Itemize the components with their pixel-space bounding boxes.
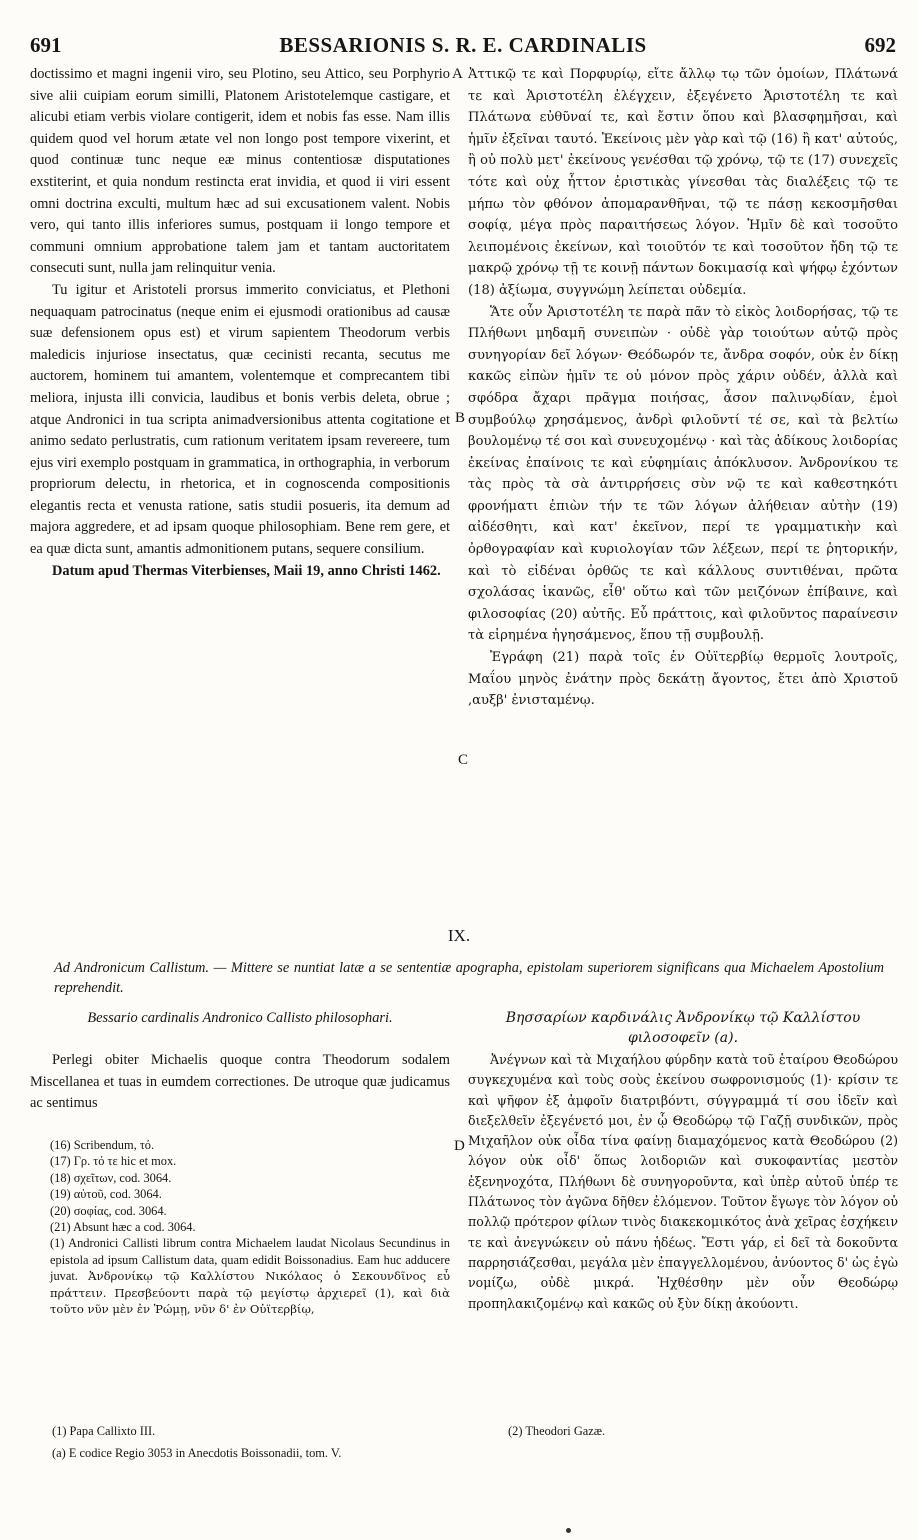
margin-marker-a: A xyxy=(452,66,463,82)
subnote-right: (2) Theodori Gazæ. xyxy=(508,1424,606,1438)
footnote: (16) Scribendum, τό. xyxy=(50,1138,155,1152)
footnote: (17) Γρ. τό τε hic et mox. xyxy=(50,1154,177,1169)
page-number-right: 692 xyxy=(864,33,896,57)
running-title: BESSARIONIS S. R. E. CARDINALIS xyxy=(279,33,647,57)
latin-address: Bessario cardinalis Andronico Callisto philosophari. xyxy=(87,1010,393,1026)
latin-dateline: Datum apud Thermas Viterbienses, Maii 19, anno Christi 1462. xyxy=(52,562,441,579)
source-note: (a) E codice Regio 3053 in Anecdotis Boissonadii, tom. V. xyxy=(52,1446,342,1460)
greek-column-letter-viii xyxy=(468,64,898,712)
page-number-left: 691 xyxy=(30,33,62,57)
footnote: (20) σοφίας, cod. 3064. xyxy=(50,1203,167,1218)
letter-summary: Ad Andronicum Callistum. — Mittere se nuntiat latæ a se sententiæ apographa, epistolam superiorem significans qua Michaelem Apostolium reprehendit. xyxy=(54,960,884,996)
greek-dateline: Ἐγράφη (21) παρὰ τοῖς ἐν Οὐϊτερβίῳ θερμοῖς λουτροῖς, Μαΐου μηνὸς ἐνάτην πρὸς δεκάτῃ ἄγοντος, ἔτει ἀπὸ Χριστοῦ ,αυξβ' ἐνισταμένῳ. xyxy=(468,650,898,709)
greek-paragraph: Ἀττικῷ τε καὶ Πορφυρίῳ, εἴτε ἄλλῳ τῳ τῶν ὁμοίων, Πλάτωνά τε καὶ Ἀριστοτέλη ἐλέγχειν, ἐξεγένετο Ἀριστοτέλη τε καὶ Πλάτωνα εὐθῦναί τε, καὶ ἔστιν ὅπου καὶ βλασφημῆσαι, καὶ ἡμῖν ἐξεῖναι ταυτό. Ἐκείνοις μὲν γὰρ καὶ τῷ (16) ἢ κατ' αὐτούς, ἢ οὐ πολὺ μετ' ἐκείνους γενέσθαι τῷ χρόνῳ, τῷ τε (17) συνεχεῖς τότε καὶ οὐχ ἧττον ἐριστικὰς γίνεσθαι τὰς διαλέξεις τῷ τε μήπω τὸν φθόνον ἀπομαρανθῆναι, τῷ τε πάσῃ κεκοσμῆσθαι σοφίᾳ, μέγα πρὸς παραιτήσεως λόγον. Ἡμῖν δὲ καὶ τοσοῦτο λειπομένοις ἐκείνων, καὶ τοιοῦτόν τε καὶ τοσοῦτον ἤδη τῷ τε μακρῷ χρόνῳ τῇ τε κοινῇ πάντων δοκιμασίᾳ καὶ ψήφῳ ἐχόντων (18) ἀξίωμα, συγγνώμη λείπεται οὐδεμία. xyxy=(468,67,898,298)
greek-column-letter-ix xyxy=(468,1050,898,1314)
footnote-latin-text: (1) Andronici Callisti librum contra Michaelem laudat Nicolaus Secundinus in epistola ad ipsum Callistum data, quam edidit Boissonadius. Eam huc adducere juvat. xyxy=(50,1236,450,1284)
footnote-greek-text: Ἀνδρονίκῳ τῷ Καλλίστου Νικόλαος ὁ Σεκουνδῖνος εὖ πράττειν. Πρεσβεύοντι παρὰ τῷ μεγίστῳ ἀρχιερεῖ (1), καὶ διὰ τοῦτο νῦν μὲν ἐν Ῥώμῃ, νῦν δ' ἐν Οὐϊτερβίῳ, xyxy=(50,1269,450,1317)
margin-marker-d: D xyxy=(454,1138,465,1154)
latin-paragraph: Perlegi obiter Michaelis quoque contra Theodorum sodalem Miscellanea et tuas in eumdem correctiones. De utroque quæ judicamus ac sentimus xyxy=(30,1052,450,1112)
margin-marker-b: B xyxy=(455,410,466,426)
footnote: (19) αὐτοῦ, cod. 3064. xyxy=(50,1187,162,1202)
footnotes-block xyxy=(50,1137,450,1317)
latin-paragraph: doctissimo et magni ingenii viro, seu Plotino, seu Attico, seu Porphyrio sive alii cuipiam eorum similli, Platonem Aristotelemque castigare, et alicubi etiam verbis violare contigerit, idem et nobis fas esse. Nam illis quidem quod vel horum ætate vel non longo post tempore vixerint, et quod continuæ tunc neque eæ minus contentiosæ disputationes exstiterint, et quia nondum restincta erat invidia, et quod ii viri essent omni doctrina exculti, multum hæc ad sui excusationem valent. Nobis vero, qui tanto illis inferiores sumus, postquam ii longo tempore et communi omnium approbatione talem jam et tantam auctoritatem consecuti sunt, nulla jam relinquitur venia. xyxy=(30,66,450,277)
footnote-long xyxy=(50,1235,450,1317)
latin-column-letter-viii xyxy=(30,64,450,582)
latin-paragraph: Tu igitur et Aristoteli prorsus immerito conviciatus, et Plethoni nequaquam patrocinatus (neque enim ei ejusmodi orationibus ad causæ suæ defensionem opus est) et virum sapientem Theodorum verbis maledicis injuriose insectatus, quæ cecinisti recanta, secutus me auctorem, hominem tui amantem, volentemque et comprecantem tibi meliora, injusta illi convicia, laudibus et bonis verbis deleta, obrue ; atque Andronici in tua scripta animadversionibus attenta cogitatione et animo sedato perlustratis, cum rationum veritatem ipsam revereere, tum ejus viri exemplo postquam in grammatica, in orthographia, in verborum propriorum delectu, in rhetorica, et in cognoscenda compositionis elegantis recta et venusta ratione, satis studii posueris, ita demum ad majora aggredere, et ad ipsam quoque philosophiam. Bene rem gere, et ea quæ dicta sunt, amantis admonitionem putans, sequere consilium. xyxy=(30,281,450,558)
subnote-left: (1) Papa Callixto III. xyxy=(52,1424,156,1438)
greek-paragraph: Ἀνέγνων καὶ τὰ Μιχαήλου φύρδην κατὰ τοῦ ἑταίρου Θεοδώρου συγκεχυμένα καὶ τοὺς σοὺς ἐκείνου σωφρονισμούς (1)· κρίσιν τε καὶ ψῆφον ἐξ ἀμφοῖν διατριβόντι, σύγγραμμά τί σου ἰδεῖν καὶ διεξελθεῖν ἐξεγένετό μοι, ἐν ᾧ Θεοδώρῳ τῷ Γαζῇ συνδικῶν, πρὸς Μιχαῆλον οὐκ οἶδα τίνα φαίνῃ διαμαχόμενος κατὰ Θεοδώρου (2) λόγον οὐκ οἶδ' ὅπως λοιδοριῶν καὶ συκοφαντίας μεστὸν ἐξενηνοχότα, Πλήθωνι δὲ συνηγοροῦντα, καὶ ὑπὲρ αὐτοῦ ὑπέρ τε Πλάτωνος τὸν ἀγῶνα δῆθεν ἐλόμενον. Τοῦτον ἔγωγε τὸν λόγον οὐ πολλῷ πρότερον φίλων τινὸς διακεκομικότος ἀνὰ χεῖρας ἐσχήκειν τε καὶ ἀνεγνώκειν οὐ πάνυ ἡδέως. Ἔστι γάρ, εἰ δεῖ τὰ δοκοῦντα παρρησιάζεσθαι, μεγάλα μὲν ἐπαγγελλομένου, ἀνύοντος δ' ὡς ἐγὼ νομίζω, οὐδὲ μικρά. Ἠχθέσθην μὲν οὖν Θεοδώρῳ προπηλακιζομένῳ καὶ κακῶς οὐ ξὺν δίκῃ ἀκούοντι. xyxy=(468,1052,898,1311)
print-speck xyxy=(566,1528,571,1533)
footnote: (18) σχεῖτων, cod. 3064. xyxy=(50,1170,172,1185)
running-header xyxy=(30,28,896,58)
footnote: (21) Absunt hæc a cod. 3064. xyxy=(50,1220,196,1235)
letter-number: IX. xyxy=(447,926,471,945)
greek-paragraph: Ἅτε οὖν Ἀριστοτέλη τε παρὰ πᾶν τὸ εἰκὸς λοιδορήσας, τῷ τε Πλήθωνι μηδαμῆ συνειπὼν · οὐδὲ γὰρ τοιούτων αὐτῷ πρὸς συνηγορίαν δεῖ λόγων· Θεόδωρόν τε, ἄνδρα σοφόν, οὐκ ἐν δίκῃ κακῶς εἰπὼν ἡμῖν τε οὐ μόνον πρὸς χάριν οὐδέν, ἀλλὰ καὶ σφόδρα ἄχαρι πρᾶγμα ποιήσας, ἆσον παλινῳδίαν, ἐμοὶ συμβούλῳ χρησάμενος, ἀνδρὶ φιλοῦντί τέ σε, καὶ τὰ βελτίω βουλομένῳ τέ σοι καὶ συνευχομένῳ · καὶ τὰς ἀδίκους λοιδορίας ἐκείνας ἐπαίνοις τε καὶ εὐφημίαις ἀπόκλυσον. Ἀνδρονίκου τε τὰς πρὸς τὰ σὰ ἀντιρρήσεις σὺν νῷ τε καὶ καθεστηκότι φρονήματι ἐπιὼν τήν τε τῶν λόγων ἀλήθειαν αὐτὴν (19) αἰδέσθητι, καὶ κατ' ἐκεῖνον, περί τε γραμματικὴν καὶ ὀρθογραφίαν καὶ κυριολογίαν τῶν λέξεων, περί τε ῥητορικήν, καὶ τὸ εἰδέναι ὀρθῶς τε καὶ κάλλους συντιθέναι, πρῶτα σχολάσας ἱκανῶς, εἶθ' οὕτω καὶ τῶν μειζόνων ἐπίβαινε, καὶ φιλοσοφίας (20) αὐτῆς. Εὖ πράττοις, καὶ φιλοῦντος παραίνεσιν τὰ εἰρημένα ἡγησάμενος, ἕπου τῇ συμβουλῇ. xyxy=(468,304,898,644)
latin-column-letter-ix xyxy=(30,1050,450,1115)
margin-marker-c: C xyxy=(458,752,469,768)
greek-address: Βησσαρίων καρδινάλις Ἀνδρονίκῳ τῷ Καλλίστου φιλοσοφεῖν (a). xyxy=(505,1010,861,1046)
